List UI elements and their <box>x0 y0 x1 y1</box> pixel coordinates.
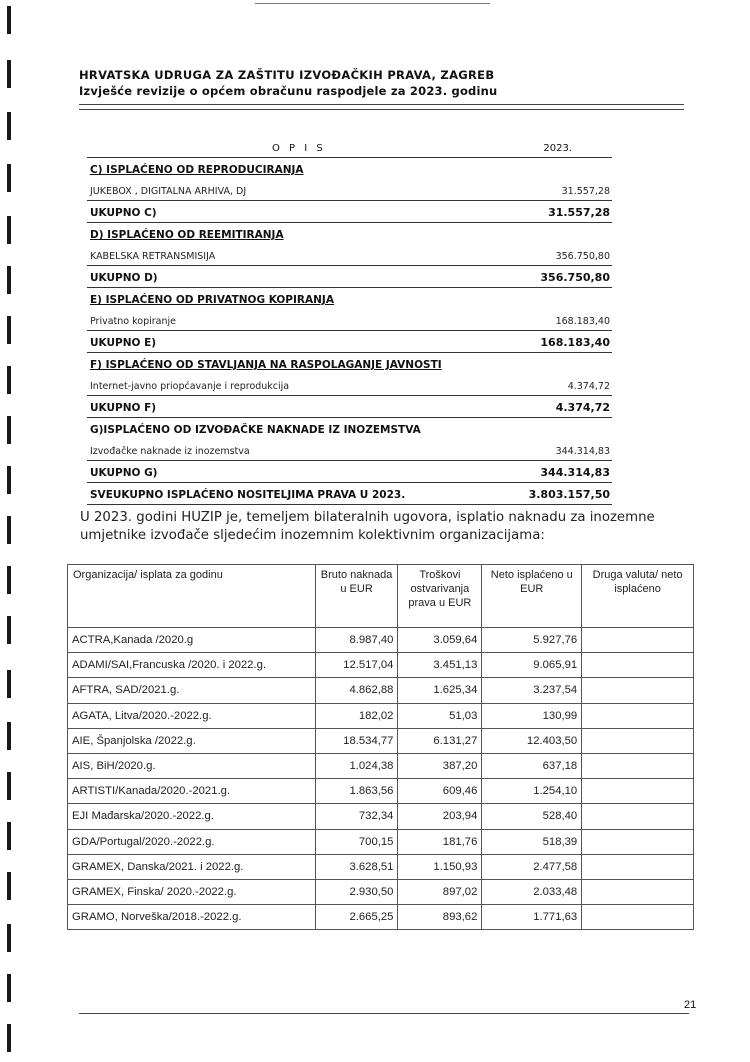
gross-cell: 182,02 <box>315 703 398 728</box>
organization-cell: EJI Mađarska/2020.-2022.g. <box>68 804 316 829</box>
summary-row-label: UKUPNO C) <box>90 207 157 219</box>
summary-row-value: 344.314,83 <box>555 446 610 457</box>
net-cell: 12.403,50 <box>482 728 582 753</box>
other-currency-cell <box>582 804 694 829</box>
summary-row-label: UKUPNO E) <box>90 337 157 349</box>
summary-row-label: Internet-javno priopćavanje i reprodukcija <box>90 381 290 392</box>
summary-row-value: 356.750,80 <box>540 271 610 284</box>
other-currency-cell <box>582 653 694 678</box>
summary-row-value: 168.183,40 <box>540 336 610 349</box>
summary-row <box>87 309 612 331</box>
costs-cell: 387,20 <box>398 753 482 778</box>
summary-row <box>87 396 612 418</box>
header-rule-thin <box>79 109 684 110</box>
organization-cell: AGATA, Litva/2020.-2022.g. <box>68 703 316 728</box>
gross-cell: 2.930,50 <box>315 879 398 904</box>
year-column-header: 2023. <box>543 143 572 154</box>
gross-column-header: Bruto naknada u EUR <box>315 565 398 628</box>
gross-cell: 4.862,88 <box>315 678 398 703</box>
other-currency-cell <box>582 854 694 879</box>
costs-cell: 51,03 <box>398 703 482 728</box>
net-cell: 9.065,91 <box>482 653 582 678</box>
costs-cell: 897,02 <box>398 879 482 904</box>
organization-cell: ADAMI/SAI,Francuska /2020. i 2022.g. <box>68 653 316 678</box>
summary-row <box>87 461 612 483</box>
summary-row-label: UKUPNO D) <box>90 272 158 284</box>
costs-cell: 1.625,34 <box>398 678 482 703</box>
table-row <box>68 829 694 854</box>
gross-cell: 18.534,77 <box>315 728 398 753</box>
organization-title: HRVATSKA UDRUGA ZA ZAŠTITU IZVOĐAČKIH PRAVA, ZAGREB <box>79 68 495 82</box>
other-currency-cell <box>582 879 694 904</box>
summary-header-row <box>87 136 612 158</box>
intro-paragraph: U 2023. godini HUZIP je, temeljem bilateralnih ugovora, isplatio naknadu za inozemne umjetnike izvođače sljedećim inozemnim kolektivnim organizacijama: <box>80 510 655 543</box>
table-row <box>68 854 694 879</box>
other-currency-cell <box>582 829 694 854</box>
summary-row <box>87 288 612 309</box>
net-cell: 2.477,58 <box>482 854 582 879</box>
other-currency-cell <box>582 905 694 930</box>
organization-cell: GRAMEX, Danska/2021. i 2022.g. <box>68 854 316 879</box>
costs-cell: 6.131,27 <box>398 728 482 753</box>
net-cell: 3.237,54 <box>482 678 582 703</box>
summary-row <box>87 201 612 223</box>
table-row <box>68 728 694 753</box>
other-currency-cell <box>582 678 694 703</box>
summary-row-label: E) ISPLAĆENO OD PRIVATNOG KOPIRANJA <box>90 294 334 306</box>
summary-row <box>87 374 612 396</box>
description-column-header: O P I S <box>272 143 326 154</box>
summary-row-value: 4.374,72 <box>555 401 610 414</box>
summary-row <box>87 244 612 266</box>
costs-cell: 609,46 <box>398 779 482 804</box>
summary-row <box>87 331 612 353</box>
costs-column-header: Troškovi ostvarivanja prava u EUR <box>398 565 482 628</box>
table-row <box>68 905 694 930</box>
organization-cell: AFTRA, SAD/2021.g. <box>68 678 316 703</box>
summary-row-value: 4.374,72 <box>567 381 610 392</box>
table-header-row <box>68 565 694 628</box>
costs-cell: 3.451,13 <box>398 653 482 678</box>
costs-cell: 893,62 <box>398 905 482 930</box>
summary-row-label: G)ISPLAĆENO OD IZVOĐAČKE NAKNADE IZ INOZEMSTVA <box>90 424 421 436</box>
summary-row-label: UKUPNO F) <box>90 402 157 414</box>
organization-cell: AIS, BiH/2020.g. <box>68 753 316 778</box>
other-currency-column-header: Druga valuta/ neto isplaćeno <box>582 565 694 628</box>
gross-cell: 1.024,38 <box>315 753 398 778</box>
summary-row-value: 31.557,28 <box>561 186 610 197</box>
table-row <box>68 678 694 703</box>
summary-row-label: D) ISPLAĆENO OD REEMITIRANJA <box>90 229 284 241</box>
document-header <box>79 68 684 98</box>
header-rule <box>79 104 684 105</box>
gross-cell: 700,15 <box>315 829 398 854</box>
other-currency-cell <box>582 703 694 728</box>
costs-cell: 181,76 <box>398 829 482 854</box>
summary-row-value: 31.557,28 <box>548 206 610 219</box>
net-cell: 130,99 <box>482 703 582 728</box>
gross-cell: 2.665,25 <box>315 905 398 930</box>
table-row <box>68 879 694 904</box>
summary-row-label: Privatno kopiranje <box>90 316 177 327</box>
gross-cell: 1.863,56 <box>315 779 398 804</box>
gross-cell: 8.987,40 <box>315 628 398 653</box>
net-cell: 1.771,63 <box>482 905 582 930</box>
summary-row-label: Izvođačke naknade iz inozemstva <box>90 446 250 457</box>
table-row <box>68 804 694 829</box>
page-number: 21 <box>684 999 697 1011</box>
net-cell: 518,39 <box>482 829 582 854</box>
net-cell: 637,18 <box>482 753 582 778</box>
summary-row-label: KABELSKA RETRANSMISIJA <box>90 251 216 262</box>
summary-row <box>87 179 612 201</box>
net-cell: 2.033,48 <box>482 879 582 904</box>
table-row <box>68 753 694 778</box>
summary-row <box>87 353 612 374</box>
organization-cell: ACTRA,Kanada /2020.g <box>68 628 316 653</box>
gross-cell: 732,34 <box>315 804 398 829</box>
summary-row <box>87 223 612 244</box>
other-currency-cell <box>582 779 694 804</box>
summary-row <box>87 158 612 179</box>
other-currency-cell <box>582 728 694 753</box>
payout-summary-table <box>87 136 612 505</box>
organization-cell: ARTISTI/Kanada/2020.-2021.g. <box>68 779 316 804</box>
summary-row-value: 356.750,80 <box>555 251 610 262</box>
gross-cell: 12.517,04 <box>315 653 398 678</box>
net-cell: 528,40 <box>482 804 582 829</box>
top-scan-line <box>255 3 490 4</box>
organization-cell: AIE, Španjolska /2022.g. <box>68 728 316 753</box>
summary-row-label: UKUPNO G) <box>90 467 158 479</box>
table-row <box>68 628 694 653</box>
organization-cell: GRAMEX, Finska/ 2020.-2022.g. <box>68 879 316 904</box>
footer-rule <box>79 1013 689 1014</box>
organization-column-header: Organizacija/ isplata za godinu <box>68 565 316 628</box>
table-row <box>68 653 694 678</box>
summary-row-label: F) ISPLAĆENO OD STAVLJANJA NA RASPOLAGANJE JAVNOSTI <box>90 359 442 371</box>
summary-row-label: C) ISPLAĆENO OD REPRODUCIRANJA <box>90 164 304 176</box>
costs-cell: 1.150,93 <box>398 854 482 879</box>
table-row <box>68 703 694 728</box>
binding-marks <box>7 0 15 1062</box>
summary-row <box>87 439 612 461</box>
net-cell: 5.927,76 <box>482 628 582 653</box>
table-row <box>68 779 694 804</box>
other-currency-cell <box>582 628 694 653</box>
costs-cell: 203,94 <box>398 804 482 829</box>
report-subtitle: Izvješće revizije o općem obračunu raspodjele za 2023. godinu <box>79 84 498 98</box>
gross-cell: 3.628,51 <box>315 854 398 879</box>
summary-row <box>87 483 612 505</box>
costs-cell: 3.059,64 <box>398 628 482 653</box>
summary-row-value: 3.803.157,50 <box>528 488 610 501</box>
summary-row-label: SVEUKUPNO ISPLAĆENO NOSITELJIMA PRAVA U 2023. <box>90 489 406 501</box>
foreign-organizations-table <box>67 564 694 930</box>
summary-row-label: JUKEBOX , DIGITALNA ARHIVA, DJ <box>90 186 247 197</box>
summary-row <box>87 266 612 288</box>
summary-row-value: 168.183,40 <box>555 316 610 327</box>
summary-row <box>87 418 612 439</box>
organization-cell: GDA/Portugal/2020.-2022.g. <box>68 829 316 854</box>
other-currency-cell <box>582 753 694 778</box>
net-cell: 1.254,10 <box>482 779 582 804</box>
organization-cell: GRAMO, Norveška/2018.-2022.g. <box>68 905 316 930</box>
summary-row-value: 344.314,83 <box>540 466 610 479</box>
net-column-header: Neto isplaćeno u EUR <box>482 565 582 628</box>
